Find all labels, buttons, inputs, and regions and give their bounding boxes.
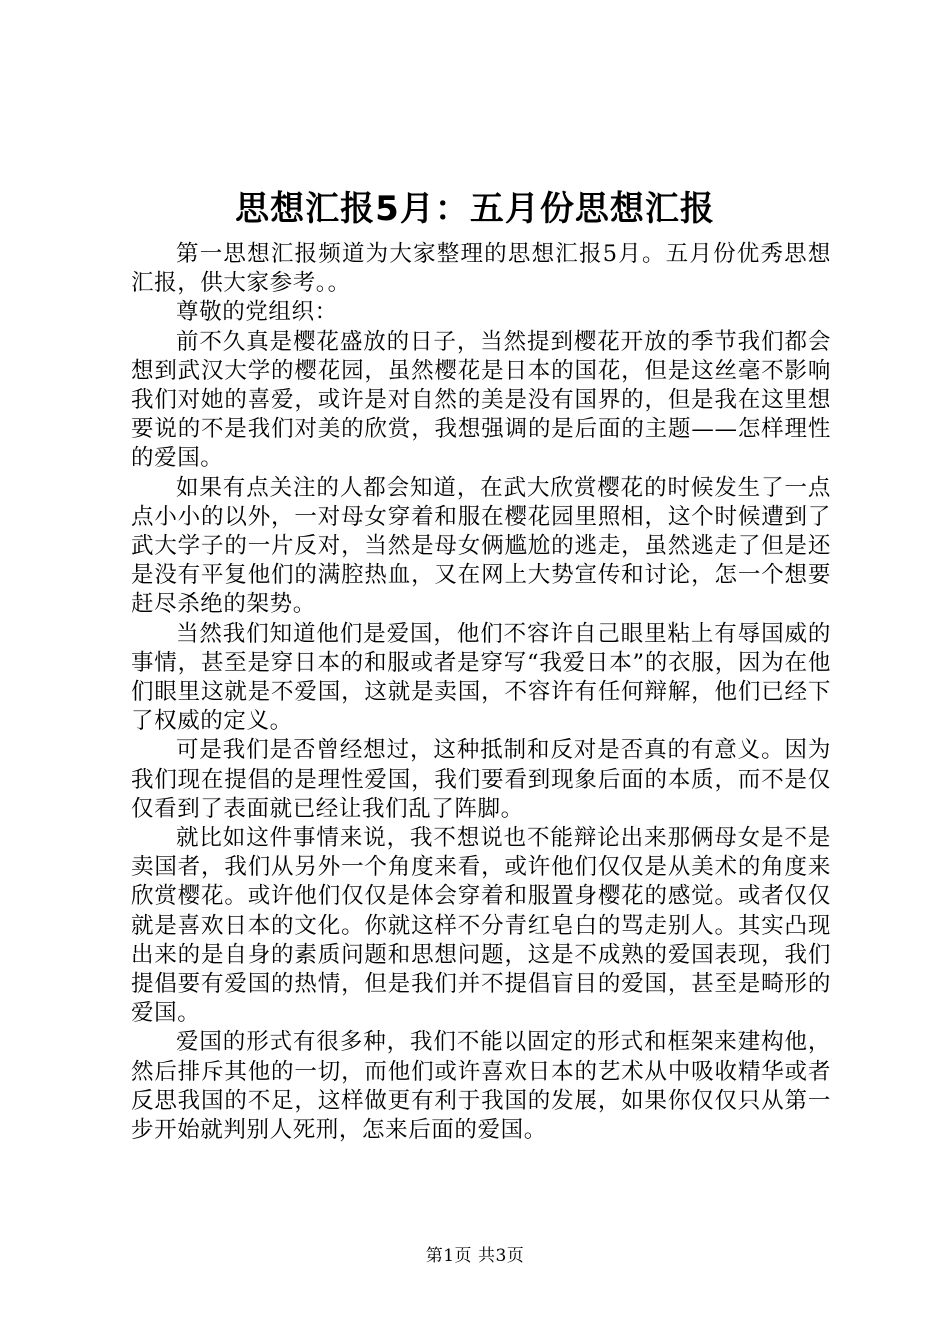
document-title: 思想汇报5月：五月份思想汇报: [235, 189, 715, 229]
page-number-footer: 第1页 共3页: [425, 1246, 525, 1266]
paragraph-body: 可是我们是否曾经想过，这种抵制和反对是否真的有意义。因为我们现在提倡的是理性爱国，我们要看到现象后面的本质，而不是仅仅看到了表面就已经让我们乱了阵脚。: [131, 737, 831, 822]
paragraph-salutation: 尊敬的党组织：: [176, 299, 338, 326]
document-body: [131, 240, 831, 1145]
paragraph-body: 前不久真是樱花盛放的日子，当然提到樱花开放的季节我们都会想到武汉大学的樱花园，虽然樱花是日本的国花，但是这丝毫不影响我们对她的喜爱，或许是对自然的美是没有国界的，但是我在这里想要说的不是我们对美的欣赏，我想强调的是后面的主题——怎样理性的爱国。: [131, 328, 831, 472]
paragraph-intro: 第一思想汇报频道为大家整理的思想汇报5月。五月份优秀思想汇报，供大家参考。。: [131, 241, 831, 297]
paragraph-body: 当然我们知道他们是爱国，他们不容许自己眼里粘上有辱国威的事情，甚至是穿日本的和服或者是穿写“我爱日本”的衣服，因为在他们眼里这就是不爱国，这就是卖国，不容许有任何辩解，他们已经下了权威的定义。: [131, 620, 831, 735]
paragraph-body: 如果有点关注的人都会知道，在武大欣赏樱花的时候发生了一点点小小的以外，一对母女穿着和服在樱花园里照相，这个时候遭到了武大学子的一片反对，当然是母女俩尴尬的逃走，虽然逃走了但是还是没有平复他们的满腔热血，又在网上大势宣传和讨论，怎一个想要赶尽杀绝的架势。: [131, 474, 831, 618]
paragraph-body: 就比如这件事情来说，我不想说也不能辩论出来那俩母女是不是卖国者，我们从另外一个角度来看，或许他们仅仅是从美术的角度来欣赏樱花。或许他们仅仅是体会穿着和服置身樱花的感觉。或者仅仅就是喜欢日本的文化。你就这样不分青红皂白的骂走别人。其实凸现出来的是自身的素质问题和思想问题，这是不成熟的爱国表现，我们提倡要有爱国的热情，但是我们并不提倡盲目的爱国，甚至是畸形的爱国。: [131, 825, 831, 1027]
paragraph-body: 爱国的形式有很多种，我们不能以固定的形式和框架来建构他，然后排斥其他的一切，而他们或许喜欢日本的艺术从中吸收精华或者反思我国的不足，这样做更有利于我国的发展，如果你仅仅只从第一步开始就判别人死刑，怎来后面的爱国。: [131, 1029, 831, 1144]
